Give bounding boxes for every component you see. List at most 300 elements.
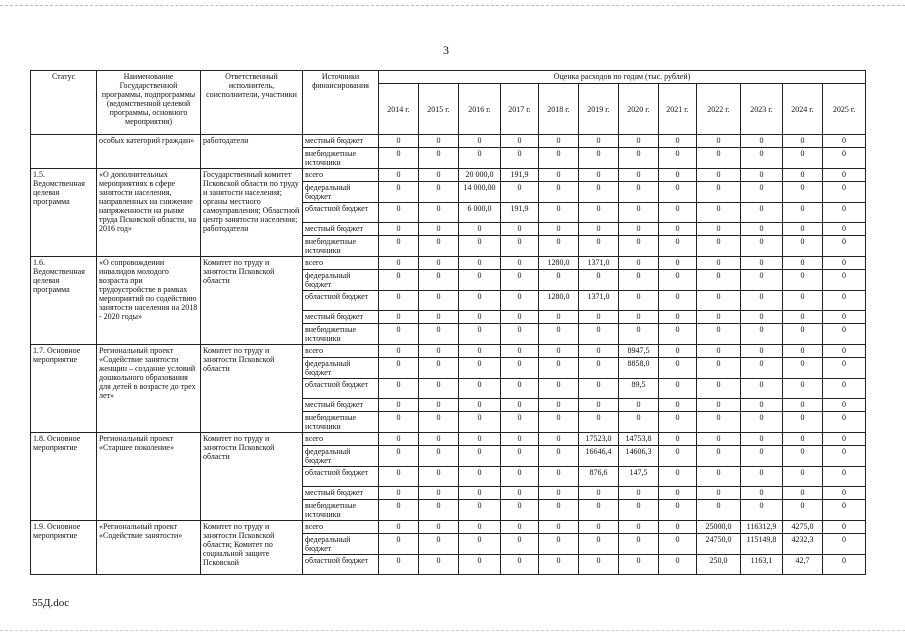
value-cell: 0	[741, 270, 783, 291]
value-cell: 0	[697, 345, 741, 358]
value-cell: 0	[823, 182, 866, 203]
value-cell: 0	[459, 358, 501, 379]
value-cell: 0	[501, 324, 539, 345]
value-cell: 14753,8	[619, 433, 659, 446]
year-header: 2019 г.	[579, 84, 619, 135]
value-cell: 0	[501, 555, 539, 575]
table-row	[31, 345, 866, 358]
value-cell: 0	[823, 412, 866, 433]
value-cell: 0	[823, 399, 866, 412]
value-cell: 0	[379, 433, 419, 446]
value-cell: 0	[579, 534, 619, 555]
value-cell: 0	[379, 345, 419, 358]
value-cell: 0	[783, 358, 823, 379]
row-source: областной бюджет	[303, 203, 379, 223]
value-cell: 0	[579, 148, 619, 169]
value-cell: 0	[419, 291, 459, 311]
value-cell: 0	[419, 467, 459, 487]
value-cell: 17523,0	[579, 433, 619, 446]
row-source: всего	[303, 345, 379, 358]
row-source: внебюджетные источники	[303, 236, 379, 257]
value-cell: 0	[579, 358, 619, 379]
value-cell: 0	[783, 467, 823, 487]
value-cell: 0	[379, 291, 419, 311]
table-row	[31, 521, 866, 534]
value-cell: 0	[539, 521, 579, 534]
value-cell: 25000,0	[697, 521, 741, 534]
value-cell: 0	[419, 203, 459, 223]
value-cell: 0	[579, 379, 619, 399]
value-cell: 0	[697, 467, 741, 487]
page-number: 3	[443, 43, 449, 57]
value-cell: 0	[619, 257, 659, 270]
value-cell: 0	[783, 135, 823, 148]
value-cell: 0	[619, 500, 659, 521]
value-cell: 0	[783, 223, 823, 236]
value-cell: 0	[501, 135, 539, 148]
value-cell: 0	[659, 203, 697, 223]
row-responsible: работодатели	[201, 135, 303, 169]
value-cell: 1371,0	[579, 291, 619, 311]
bottom-scan-line	[0, 630, 905, 632]
value-cell: 0	[579, 399, 619, 412]
value-cell: 0	[459, 148, 501, 169]
value-cell: 0	[659, 379, 697, 399]
row-source: всего	[303, 433, 379, 446]
value-cell: 0	[659, 534, 697, 555]
value-cell: 0	[501, 270, 539, 291]
value-cell: 0	[379, 467, 419, 487]
value-cell: 0	[783, 412, 823, 433]
value-cell: 0	[741, 412, 783, 433]
value-cell: 0	[379, 534, 419, 555]
value-cell: 1163,1	[741, 555, 783, 575]
value-cell: 0	[419, 223, 459, 236]
value-cell: 14 000,00	[459, 182, 501, 203]
value-cell: 0	[579, 270, 619, 291]
value-cell: 0	[659, 311, 697, 324]
value-cell: 0	[783, 500, 823, 521]
value-cell: 0	[823, 311, 866, 324]
value-cell: 16646,4	[579, 446, 619, 467]
value-cell: 0	[379, 487, 419, 500]
header-responsible: Ответственный исполнитель, соисполнители, участники	[201, 71, 303, 135]
value-cell: 0	[419, 555, 459, 575]
value-cell: 0	[659, 223, 697, 236]
value-cell: 0	[659, 236, 697, 257]
value-cell: 116312,9	[741, 521, 783, 534]
header-status: Статус	[31, 71, 97, 135]
value-cell: 0	[501, 223, 539, 236]
value-cell: 0	[741, 358, 783, 379]
value-cell: 0	[379, 358, 419, 379]
value-cell: 0	[619, 399, 659, 412]
footer-filename: 55Д.doc	[32, 597, 70, 609]
value-cell: 4232,3	[783, 534, 823, 555]
value-cell: 0	[659, 446, 697, 467]
row-source: всего	[303, 257, 379, 270]
year-header: 2022 г.	[697, 84, 741, 135]
value-cell: 0	[419, 500, 459, 521]
value-cell: 0	[619, 148, 659, 169]
value-cell: 0	[501, 311, 539, 324]
value-cell: 0	[379, 379, 419, 399]
row-source: местный бюджет	[303, 135, 379, 148]
value-cell: 0	[783, 169, 823, 182]
value-cell: 0	[783, 148, 823, 169]
value-cell: 0	[419, 433, 459, 446]
value-cell: 0	[697, 446, 741, 467]
value-cell: 0	[419, 182, 459, 203]
value-cell: 0	[459, 500, 501, 521]
value-cell: 0	[419, 534, 459, 555]
value-cell: 0	[459, 257, 501, 270]
value-cell: 0	[379, 446, 419, 467]
top-scan-line	[0, 5, 905, 7]
value-cell: 0	[823, 257, 866, 270]
year-header: 2025 г.	[823, 84, 866, 135]
value-cell: 0	[783, 182, 823, 203]
value-cell: 0	[697, 169, 741, 182]
value-cell: 0	[501, 148, 539, 169]
value-cell: 0	[823, 500, 866, 521]
value-cell: 0	[659, 412, 697, 433]
value-cell: 0	[419, 345, 459, 358]
value-cell: 250,0	[697, 555, 741, 575]
value-cell: 0	[659, 291, 697, 311]
value-cell: 0	[459, 345, 501, 358]
value-cell: 0	[419, 412, 459, 433]
year-header: 2023 г.	[741, 84, 783, 135]
value-cell: 0	[579, 500, 619, 521]
value-cell: 0	[697, 311, 741, 324]
row-source: местный бюджет	[303, 311, 379, 324]
row-source: федеральный бюджет	[303, 534, 379, 555]
row-source: внебюджетные источники	[303, 324, 379, 345]
value-cell: 0	[659, 500, 697, 521]
row-responsible: Комитет по труду и занятости Псковской области	[201, 257, 303, 345]
value-cell: 0	[741, 257, 783, 270]
year-header: 2024 г.	[783, 84, 823, 135]
value-cell: 0	[823, 358, 866, 379]
value-cell: 0	[697, 257, 741, 270]
value-cell: 0	[539, 223, 579, 236]
value-cell: 0	[379, 148, 419, 169]
year-header: 2020 г.	[619, 84, 659, 135]
value-cell: 0	[823, 236, 866, 257]
value-cell: 0	[697, 291, 741, 311]
row-source: местный бюджет	[303, 399, 379, 412]
value-cell: 0	[459, 379, 501, 399]
value-cell: 0	[619, 487, 659, 500]
value-cell: 0	[619, 534, 659, 555]
value-cell: 0	[419, 324, 459, 345]
row-name: «О дополнительных мероприятиях в сфере занятости населения, направленных на снижение напряженности на рынке труда Псковской области, на 2016 год»	[97, 169, 201, 257]
value-cell: 0	[783, 291, 823, 311]
year-header: 2018 г.	[539, 84, 579, 135]
value-cell: 0	[579, 135, 619, 148]
value-cell: 0	[823, 345, 866, 358]
value-cell: 0	[659, 358, 697, 379]
value-cell: 0	[619, 291, 659, 311]
row-source: местный бюджет	[303, 487, 379, 500]
value-cell: 0	[419, 148, 459, 169]
value-cell: 191,9	[501, 169, 539, 182]
value-cell: 0	[539, 345, 579, 358]
value-cell: 0	[379, 236, 419, 257]
row-name: особых категорий граждан»	[97, 135, 201, 169]
value-cell: 0	[459, 270, 501, 291]
value-cell: 0	[419, 521, 459, 534]
header-name: Наименование Государственной программы, подпрограммы (ведомственной целевой программы, основного мероприятия)	[97, 71, 201, 135]
value-cell: 0	[741, 135, 783, 148]
value-cell: 0	[419, 358, 459, 379]
header-estimate: Оценка расходов по годам (тыс. рублей)	[379, 71, 866, 84]
table-body	[31, 135, 866, 575]
value-cell: 0	[501, 467, 539, 487]
row-source: федеральный бюджет	[303, 182, 379, 203]
table-row	[31, 169, 866, 182]
value-cell: 0	[539, 379, 579, 399]
row-responsible: Комитет по труду и занятости Псковской области; Комитет по социальной защите Псковской	[201, 521, 303, 575]
value-cell: 0	[619, 311, 659, 324]
value-cell: 0	[501, 291, 539, 311]
value-cell: 0	[783, 433, 823, 446]
value-cell: 0	[379, 399, 419, 412]
value-cell: 0	[539, 203, 579, 223]
value-cell: 0	[379, 324, 419, 345]
value-cell: 0	[741, 169, 783, 182]
row-source: федеральный бюджет	[303, 446, 379, 467]
value-cell: 0	[579, 487, 619, 500]
value-cell: 42,7	[783, 555, 823, 575]
value-cell: 0	[459, 521, 501, 534]
row-source: внебюджетные источники	[303, 148, 379, 169]
value-cell: 0	[783, 399, 823, 412]
row-responsible: Комитет по труду и занятости Псковской области	[201, 345, 303, 433]
table-row	[31, 135, 866, 148]
row-source: внебюджетные источники	[303, 412, 379, 433]
value-cell: 89,5	[619, 379, 659, 399]
value-cell: 0	[823, 203, 866, 223]
value-cell: 14606,3	[619, 446, 659, 467]
value-cell: 0	[697, 358, 741, 379]
value-cell: 0	[741, 500, 783, 521]
value-cell: 0	[619, 203, 659, 223]
row-responsible: Комитет по труду и занятости Псковской области	[201, 433, 303, 521]
value-cell: 0	[783, 257, 823, 270]
value-cell: 0	[419, 257, 459, 270]
value-cell: 0	[579, 182, 619, 203]
value-cell: 0	[619, 555, 659, 575]
value-cell: 0	[419, 311, 459, 324]
value-cell: 0	[459, 135, 501, 148]
value-cell: 0	[459, 555, 501, 575]
value-cell: 0	[579, 324, 619, 345]
value-cell: 0	[823, 446, 866, 467]
value-cell: 0	[697, 412, 741, 433]
value-cell: 0	[823, 379, 866, 399]
value-cell: 0	[741, 324, 783, 345]
value-cell: 0	[419, 379, 459, 399]
value-cell: 0	[697, 236, 741, 257]
row-source: областной бюджет	[303, 467, 379, 487]
row-status: 1.6. Ведомственная целевая программа	[31, 257, 97, 345]
value-cell: 0	[539, 534, 579, 555]
value-cell: 0	[783, 203, 823, 223]
value-cell: 0	[619, 135, 659, 148]
value-cell: 0	[579, 345, 619, 358]
value-cell: 0	[697, 148, 741, 169]
value-cell: 0	[419, 270, 459, 291]
row-source: внебюджетные источники	[303, 500, 379, 521]
value-cell: 0	[539, 311, 579, 324]
value-cell: 0	[697, 399, 741, 412]
value-cell: 0	[501, 399, 539, 412]
value-cell: 0	[783, 446, 823, 467]
row-status: 1.9. Основное мероприятие	[31, 521, 97, 575]
value-cell: 0	[379, 270, 419, 291]
value-cell: 0	[501, 446, 539, 467]
value-cell: 0	[419, 446, 459, 467]
value-cell: 0	[783, 270, 823, 291]
value-cell: 0	[823, 291, 866, 311]
row-name: «Региональный проект «Содействие занятости»	[97, 521, 201, 575]
value-cell: 0	[419, 487, 459, 500]
value-cell: 0	[379, 311, 419, 324]
value-cell: 0	[539, 555, 579, 575]
value-cell: 0	[659, 169, 697, 182]
year-header: 2015 г.	[419, 84, 459, 135]
value-cell: 0	[419, 399, 459, 412]
value-cell: 0	[379, 500, 419, 521]
value-cell: 0	[539, 487, 579, 500]
value-cell: 0	[697, 487, 741, 500]
value-cell: 0	[579, 521, 619, 534]
value-cell: 0	[619, 521, 659, 534]
row-status	[31, 135, 97, 169]
value-cell: 0	[659, 555, 697, 575]
value-cell: 0	[539, 399, 579, 412]
value-cell: 0	[379, 412, 419, 433]
value-cell: 0	[697, 324, 741, 345]
value-cell: 0	[659, 257, 697, 270]
value-cell: 6 000,0	[459, 203, 501, 223]
value-cell: 0	[741, 223, 783, 236]
row-status: 1.5. Ведомственная целевая программа	[31, 169, 97, 257]
value-cell: 0	[823, 324, 866, 345]
value-cell: 0	[823, 555, 866, 575]
value-cell: 0	[697, 223, 741, 236]
value-cell: 0	[741, 433, 783, 446]
row-source: областной бюджет	[303, 379, 379, 399]
value-cell: 0	[783, 311, 823, 324]
value-cell: 0	[379, 135, 419, 148]
value-cell: 0	[501, 182, 539, 203]
value-cell: 0	[741, 467, 783, 487]
value-cell: 0	[379, 169, 419, 182]
value-cell: 0	[379, 223, 419, 236]
row-source: федеральный бюджет	[303, 270, 379, 291]
value-cell: 0	[579, 555, 619, 575]
value-cell: 0	[823, 148, 866, 169]
table-row	[31, 257, 866, 270]
value-cell: 147,5	[619, 467, 659, 487]
value-cell: 0	[619, 169, 659, 182]
value-cell: 0	[659, 487, 697, 500]
value-cell: 0	[697, 135, 741, 148]
table-row	[31, 433, 866, 446]
value-cell: 0	[823, 534, 866, 555]
value-cell: 8947,5	[619, 345, 659, 358]
value-cell: 0	[697, 270, 741, 291]
header-sources: Источники финансирования	[303, 71, 379, 135]
row-source: всего	[303, 169, 379, 182]
value-cell: 0	[659, 433, 697, 446]
value-cell: 0	[697, 379, 741, 399]
value-cell: 0	[741, 345, 783, 358]
value-cell: 0	[783, 236, 823, 257]
value-cell: 0	[741, 487, 783, 500]
value-cell: 0	[741, 399, 783, 412]
value-cell: 876,6	[579, 467, 619, 487]
value-cell: 0	[741, 148, 783, 169]
year-header: 2014 г.	[379, 84, 419, 135]
value-cell: 0	[501, 257, 539, 270]
value-cell: 0	[659, 182, 697, 203]
value-cell: 0	[823, 433, 866, 446]
value-cell: 0	[579, 223, 619, 236]
value-cell: 0	[539, 324, 579, 345]
value-cell: 8858,0	[619, 358, 659, 379]
value-cell: 0	[459, 311, 501, 324]
value-cell: 0	[823, 223, 866, 236]
value-cell: 4275,0	[783, 521, 823, 534]
value-cell: 0	[539, 433, 579, 446]
value-cell: 0	[659, 399, 697, 412]
value-cell: 0	[659, 324, 697, 345]
value-cell: 0	[539, 500, 579, 521]
value-cell: 0	[459, 534, 501, 555]
row-status: 1.8. Основное мероприятие	[31, 433, 97, 521]
value-cell: 0	[459, 223, 501, 236]
value-cell: 0	[823, 487, 866, 500]
value-cell: 0	[659, 521, 697, 534]
value-cell: 0	[539, 135, 579, 148]
row-status: 1.7. Основное мероприятие	[31, 345, 97, 433]
value-cell: 0	[459, 399, 501, 412]
budget-table	[30, 70, 866, 575]
value-cell: 0	[619, 236, 659, 257]
value-cell: 0	[697, 182, 741, 203]
value-cell: 0	[379, 203, 419, 223]
row-source: областной бюджет	[303, 291, 379, 311]
value-cell: 0	[741, 446, 783, 467]
value-cell: 0	[379, 257, 419, 270]
value-cell: 0	[539, 412, 579, 433]
value-cell: 0	[697, 433, 741, 446]
row-name: «О сопровождении инвалидов молодого возраста при трудоустройстве в рамках мероприятий по содействию занятости населения на 2018 - 2020 годы»	[97, 257, 201, 345]
value-cell: 1371,0	[579, 257, 619, 270]
value-cell: 0	[459, 433, 501, 446]
value-cell: 0	[659, 148, 697, 169]
value-cell: 0	[823, 521, 866, 534]
row-source: федеральный бюджет	[303, 358, 379, 379]
value-cell: 0	[539, 467, 579, 487]
year-header: 2021 г.	[659, 84, 697, 135]
value-cell: 115149,8	[741, 534, 783, 555]
value-cell: 0	[379, 182, 419, 203]
